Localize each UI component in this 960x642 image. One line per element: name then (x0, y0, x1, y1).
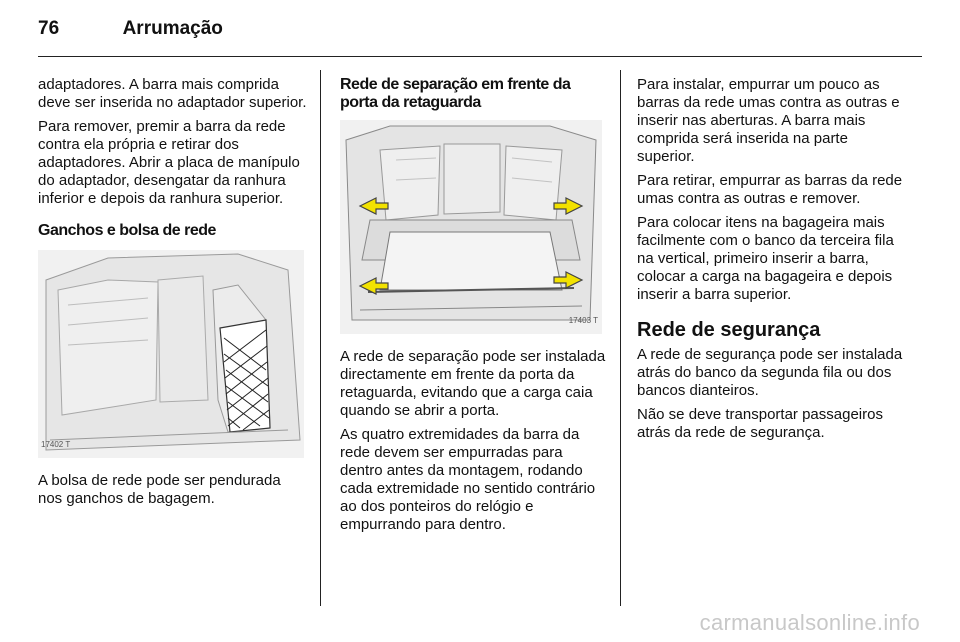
page-header (38, 18, 223, 40)
figure-id-17402: 17402 T (41, 440, 71, 449)
col1-paragraph-3: A bolsa de rede pode ser pendurada nos ganchos de bagagem. (38, 472, 281, 507)
watermark: carmanualsonline.info (699, 610, 920, 635)
column-divider-1 (320, 70, 321, 606)
col3-paragraph-5: Não se deve transportar passageiros atrás da rede de segurança. (637, 406, 883, 441)
col1-paragraph-2: Para remover, premir a barra da rede contra ela própria e retirar dos adaptadores. Abrir a placa de manípulo do adaptador, desengatar da ranhura inferior e depois da ranhura superior. (38, 118, 300, 207)
col2-heading: Rede de separação em frente da porta da retaguarda (340, 76, 571, 111)
column-divider-2 (620, 70, 621, 606)
column-1 (38, 76, 308, 514)
page-title: Arrumação (122, 18, 223, 39)
separation-net-figure (340, 120, 602, 334)
page-number: 76 (38, 18, 60, 39)
net-bag-figure (38, 250, 304, 458)
header-divider (38, 56, 922, 57)
col1-heading: Ganchos e bolsa de rede (38, 222, 216, 239)
col2-paragraph-1: A rede de separação pode ser instalada directamente em frente da porta da retaguarda, evitando que a carga caia quando se abrir a porta. (340, 348, 606, 419)
col2-paragraph-2: As quatro extremidades da barra da rede devem ser empurradas para dentro antes da montagem, rodando cada extremidade no sentido contrário ao dos ponteiros do relógio e empurrando para dentro. (340, 426, 596, 533)
column-2 (340, 76, 606, 540)
column-3 (637, 76, 903, 448)
col1-paragraph-1: adaptadores. A barra mais comprida deve ser inserida no adaptador superior. (38, 76, 307, 111)
net-bag-illustration (38, 250, 304, 458)
col3-paragraph-1: Para instalar, empurrar um pouco as barras da rede umas contra as outras e inserir nas aberturas. A barra mais comprida será inserida na parte superior. (637, 76, 900, 165)
figure-id-17403: 17403 T (568, 316, 598, 325)
col3-paragraph-2: Para retirar, empurrar as barras da rede umas contra as outras e remover. (637, 172, 903, 207)
col3-paragraph-4: A rede de segurança pode ser instalada atrás do banco da segunda fila ou dos bancos dianteiros. (637, 346, 903, 399)
col3-paragraph-3: Para colocar itens na bagageira mais facilmente com o banco da terceira fila na vertical, primeiro inserir a barra, colocar a carga na bagageira e depois inserir a barra superior. (637, 214, 894, 303)
separation-net-illustration (340, 120, 602, 334)
col3-heading: Rede de segurança (637, 319, 821, 341)
